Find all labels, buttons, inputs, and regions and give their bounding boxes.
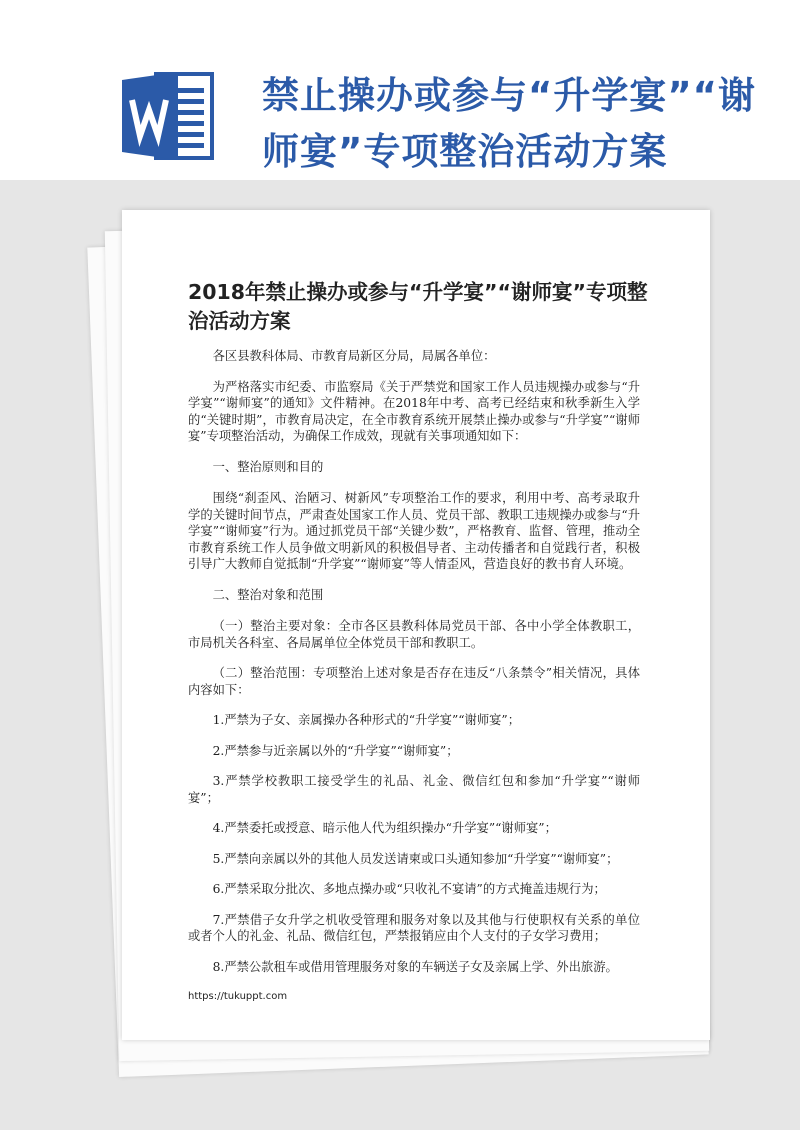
paragraph: （一）整治主要对象：全市各区县教科体局党员干部、各中小学全体教职工，市局机关各科室、各局属单位全体党员干部和教职工。	[188, 619, 640, 650]
list-item: 4.严禁委托或授意、暗示他人代为组织操办“升学宴”“谢师宴”；	[212, 821, 557, 835]
footer-link[interactable]: https://tukuppt.com	[188, 991, 288, 1002]
section-heading: 二、整治对象和范围	[212, 587, 324, 602]
word-document-icon	[118, 66, 218, 166]
list-item: 3.严禁学校教职工接受学生的礼品、礼金、微信红包和参加“升学宴”“谢师宴”；	[188, 774, 640, 805]
salutation: 各区县教科体局、市教育局新区分局，局属各单位：	[212, 349, 496, 363]
paragraph: 围绕“刹歪风、治陋习、树新风”专项整治工作的要求，利用中考、高考录取升学的关键时间节点，严肃查处国家工作人员、党员干部、教职工违规操办或参与“升学宴”“谢师宴”行为。通过抓党员干部“关键少数”，严格教育、监督、管理，推动全市教育系统工作人员争做文明新风的积极倡导者、主动传播者和自觉践行者，积极引导广大教师自觉抵制“升学宴”“谢师宴”等人情歪风，营造良好的教书育人环境。	[188, 491, 640, 571]
document-page	[122, 210, 710, 1040]
list-item: 7.严禁借子女升学之机收受管理和服务对象以及其他与行使职权有关系的单位或者个人的礼金、礼品、微信红包，严禁报销应由个人支付的子女学习费用；	[188, 912, 640, 943]
list-item: 5.严禁向亲属以外的其他人员发送请柬或口头通知参加“升学宴”“谢师宴”；	[212, 851, 619, 866]
page-title: 禁止操办或参与“升学宴”“谢师宴”专项整治活动方案	[262, 74, 756, 173]
list-item: 2.严禁参与近亲属以外的“升学宴”“谢师宴”；	[212, 743, 459, 758]
list-item: 1.严禁为子女、亲属操办各种形式的“升学宴”“谢师宴”；	[212, 713, 521, 727]
document-title: 2018年禁止操办或参与“升学宴”“谢师宴”专项整治活动方案	[188, 280, 648, 333]
document-body	[188, 348, 640, 989]
paragraph: 为严格落实市纪委、市监察局《关于严禁党和国家工作人员违规操办或参与“升学宴”“谢师宴”的通知》文件精神。在2018年中考、高考已经结束和秋季新生入学的“关键时期”，市教育局决定，在全市教育系统开展禁止操办或参与“升学宴”“谢师宴”专项整治活动，为确保工作成效，现就有关事项通知如下：	[188, 379, 640, 443]
list-item: 8.严禁公款租车或借用管理服务对象的车辆送子女及亲属上学、外出旅游。	[212, 959, 618, 974]
paragraph: （二）整治范围：专项整治上述对象是否存在违反“八条禁令”相关情况，具体内容如下：	[188, 666, 640, 697]
section-heading: 一、整治原则和目的	[212, 459, 324, 474]
list-item: 6.严禁采取分批次、多地点操办或“只收礼不宴请”的方式掩盖违规行为；	[212, 882, 606, 896]
